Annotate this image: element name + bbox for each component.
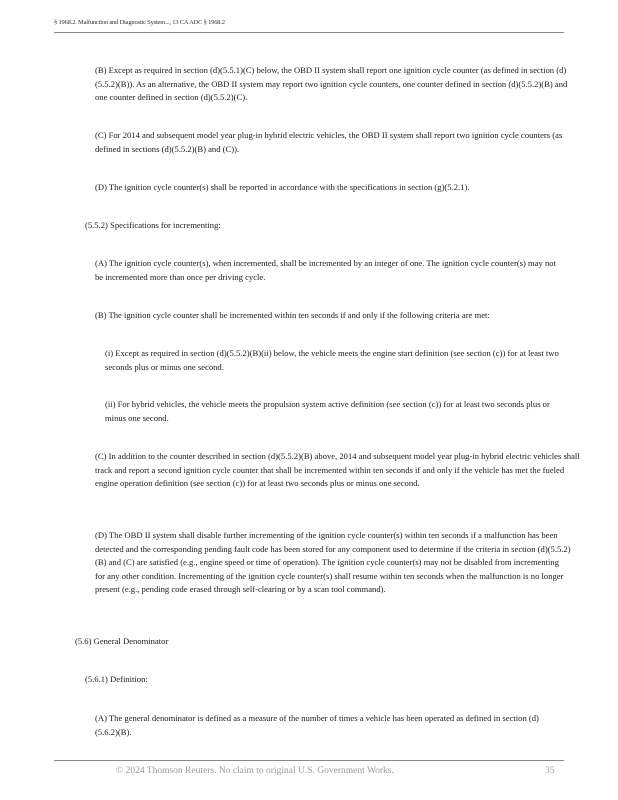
paragraph-d-5-5-2-a: (A) The ignition cycle counter(s), when incremented, shall be incremented by an integer of one. The ignition cycle counter(s) may not be incremented more than once per driving cycle. xyxy=(95,258,556,282)
footer-copyright: © 2024 Thomson Reuters. No claim to original U.S. Government Works. xyxy=(116,766,394,776)
heading-5-6-1: (5.6.1) Definition: xyxy=(85,674,148,684)
running-header: § 1968.2. Malfunction and Diagnostic System..., 13 CA ADC § 1968.2 xyxy=(54,19,564,33)
page-number: 35 xyxy=(545,766,555,776)
footer-divider xyxy=(54,760,564,761)
paragraph-d-5-5-1-d: (D) The ignition cycle counter(s) shall be reported in accordance with the specifications in section (g)(5.2.1). xyxy=(95,182,470,192)
paragraph-d-5-6-1-a: (A) The general denominator is defined as a measure of the number of times a vehicle has been operated as defined in section (d)(5.6.2)(B). xyxy=(95,713,539,737)
paragraph-d-5-5-2-b-i: (i) Except as required in section (d)(5.5.2)(B)(ii) below, the vehicle meets the engine start definition (see section (c)) for at least two seconds plus or minus one second. xyxy=(105,348,559,372)
heading-5-5-2: (5.5.2) Specifications for incrementing: xyxy=(85,220,221,230)
paragraph-d-5-5-2-d: (D) The OBD II system shall disable further incrementing of the ignition cycle counter(s) within ten seconds if a malfunction has been detected and the corresponding pending fault code has been stored for any component used to determine if the criteria in section (d)(5.5.2)(B) and (C) are satisfied (e.g., engine speed or time of operation). The ignition cycle counter(s) may not be disabled from incrementing for any other condition. Incrementing of the ignition cycle counter(s) shall resume within ten seconds when the malfunction is no longer present (e.g., pending code erased through self-clearing or by a scan tool command). xyxy=(95,530,571,594)
paragraph-d-5-5-1-b: (B) Except as required in section (d)(5.5.1)(C) below, the OBD II system shall report one ignition cycle counter (as defined in section (d)(5.5.2)(B)). As an alternative, the OBD II system may report two ignition cycle counters, one counter defined in section (d)(5.5.2)(B) and one counter defined in section (d)(5.5.2)(C). xyxy=(95,65,568,102)
paragraph-d-5-5-2-c: (C) In addition to the counter described in section (d)(5.5.2)(B) above, 2014 and subsequent model year plug-in hybrid electric vehicles shall track and report a second ignition cycle counter that shall be incremented within ten seconds if and only if the vehicle has met the fueled engine operation definition (see section (c)) for at least two seconds plus or minus one second. xyxy=(95,451,580,488)
paragraph-d-5-5-2-b: (B) The ignition cycle counter shall be incremented within ten seconds if and only if the following criteria are met: xyxy=(95,310,490,320)
paragraph-d-5-5-2-b-ii: (ii) For hybrid vehicles, the vehicle meets the propulsion system active definition (see section (c)) for at least two seconds plus or minus one second. xyxy=(105,399,550,423)
heading-5-6: (5.6) General Denominator xyxy=(75,636,169,646)
paragraph-d-5-5-1-c: (C) For 2014 and subsequent model year plug-in hybrid electric vehicles, the OBD II system shall report two ignition cycle counters (as defined in sections (d)(5.5.2)(B) and (C)). xyxy=(95,130,563,154)
